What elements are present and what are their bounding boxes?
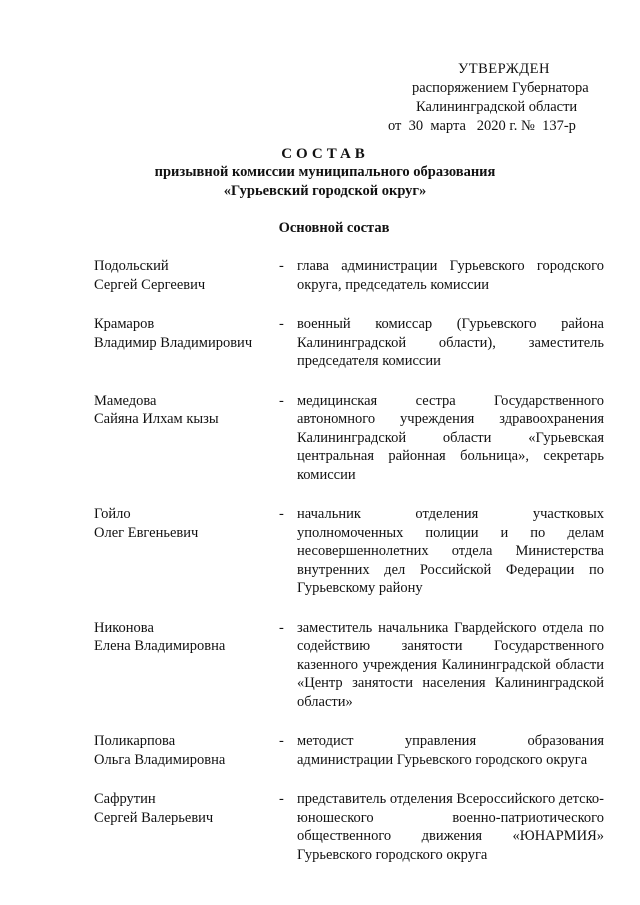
dash: - (279, 733, 284, 749)
member-name (94, 790, 279, 864)
member-surname: Крамаров (94, 316, 155, 332)
member-given-name: Сайяна Илхам кызы (94, 411, 219, 427)
member-surname: Подольский (94, 258, 169, 274)
approval-title: УТВЕРЖДЕН (458, 61, 550, 77)
member-surname: Сафрутин (94, 791, 156, 807)
member-role: медицинская сестра Государственного автономного учреждения здравоохранения Калининградской области «Гурьевская центральная районная больница», секретарь комиссии (297, 392, 604, 483)
member-name (94, 619, 279, 712)
dash: - (279, 316, 284, 332)
member-entry (94, 392, 604, 485)
member-entry (94, 732, 604, 769)
member-role: представитель отделения Всероссийского детско-юношеского военно-патриотического общественного движения «ЮНАРМИЯ» Гурьевского городского округа (297, 791, 604, 863)
dash: - (279, 506, 284, 522)
member-name (94, 505, 279, 598)
dash: - (279, 258, 284, 274)
approval-line-1: распоряжением Губернатора (412, 80, 589, 96)
member-entry (94, 505, 604, 598)
member-entry (94, 790, 604, 864)
member-role: начальник отделения участковых уполномоченных полиции и по делам несовершеннолетних отдела Министерства внутренних дел Российской Федерации по Гурьевскому району (297, 506, 604, 596)
member-name (94, 392, 279, 485)
approval-line-2: Калининградской области (416, 99, 578, 115)
member-given-name: Елена Владимировна (94, 638, 226, 654)
document-subtitle-line-2: «Гурьевский городской округ» (223, 183, 427, 199)
members-list (94, 257, 604, 864)
member-entry (94, 257, 604, 294)
document-heading (0, 146, 640, 201)
member-given-name: Сергей Валерьевич (94, 809, 214, 826)
member-role: военный комиссар (Гурьевского района Калининградской области), заместитель председателя комиссии (297, 316, 604, 369)
document-subtitle-line-1: призывной комиссии муниципального образования (154, 164, 496, 180)
member-entry (94, 315, 604, 371)
approval-block (380, 60, 610, 136)
member-given-name: Ольга Владимировна (94, 751, 226, 768)
member-surname: Мамедова (94, 392, 157, 409)
section-title: Основной состав (278, 220, 390, 236)
member-name (94, 315, 279, 371)
document-title: СОСТАВ (281, 146, 369, 162)
member-entry (94, 619, 604, 712)
dash: - (279, 392, 284, 409)
member-surname: Никонова (94, 619, 154, 636)
member-role: заместитель начальника Гвардейского отдела по содействию занятости Государственного казенного учреждения Калининградской области «Центр занятости населения Калининградской области» (297, 619, 604, 710)
dash: - (279, 791, 284, 807)
member-role: глава администрации Гурьевского городского округа, председатель комиссии (297, 258, 604, 293)
approval-date-number: от 30 марта 2020 г. № 137-р (388, 118, 576, 134)
member-given-name: Владимир Владимирович (94, 334, 253, 351)
member-surname: Поликарпова (94, 733, 176, 749)
member-role: методист управления образования администрации Гурьевского городского округа (297, 733, 604, 768)
dash: - (279, 619, 284, 636)
member-name (94, 257, 279, 294)
member-given-name: Олег Евгеньевич (94, 524, 199, 541)
member-name (94, 732, 279, 769)
member-given-name: Сергей Сергеевич (94, 276, 206, 293)
member-surname: Гойло (94, 506, 131, 522)
